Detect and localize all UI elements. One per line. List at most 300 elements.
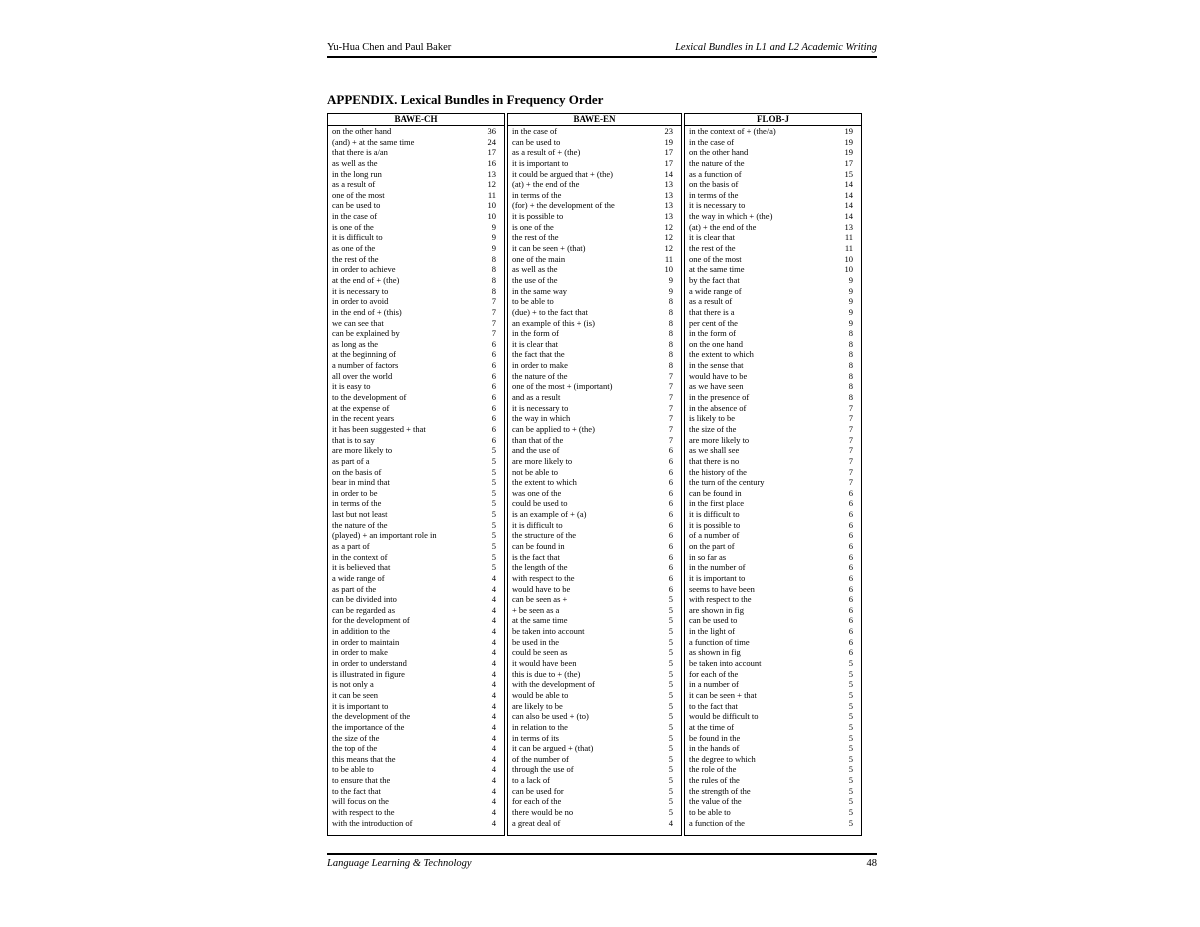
table-row	[508, 584, 681, 595]
bundle-phrase: the development of the	[332, 711, 411, 722]
table-row	[685, 296, 861, 307]
bundle-phrase: the importance of the	[332, 721, 405, 732]
bundle-frequency: 5	[668, 668, 673, 679]
table-row	[328, 626, 504, 637]
bundle-frequency: 6	[491, 370, 496, 381]
bundle-phrase: as one of the	[332, 243, 376, 254]
table-row	[328, 754, 504, 765]
bundle-phrase: in the long run	[332, 168, 382, 179]
bundle-frequency: 9	[848, 306, 853, 317]
bundle-phrase: with the development of	[512, 679, 595, 690]
bundle-phrase: in terms of the	[512, 189, 562, 200]
bundle-phrase: at the beginning of	[332, 349, 396, 360]
bundle-phrase: are more likely to	[332, 445, 393, 456]
bundle-phrase: in the case of	[332, 211, 378, 222]
bundle-frequency: 12	[664, 221, 673, 232]
table-row	[328, 456, 504, 467]
table-row	[508, 477, 681, 488]
bundle-phrase: with respect to the	[332, 807, 395, 817]
table-row	[328, 211, 504, 222]
bundle-frequency: 13	[487, 168, 496, 179]
bundle-frequency: 6	[848, 509, 853, 520]
bundle-phrase: is one of the	[332, 221, 374, 232]
bundle-frequency: 6	[668, 445, 673, 456]
table-row	[508, 200, 681, 211]
bundle-frequency: 5	[668, 594, 673, 605]
bundle-phrase: it is important to	[512, 157, 569, 168]
bundle-phrase: it can be seen	[332, 689, 379, 700]
table-row	[508, 349, 681, 360]
table-row	[685, 594, 861, 605]
bundle-frequency: 5	[848, 732, 853, 743]
bundle-phrase: at the end of + (the)	[332, 274, 400, 285]
bundle-phrase: the extent to which	[689, 349, 754, 360]
bundle-phrase: that there is no	[689, 455, 740, 466]
bundle-phrase: can be explained by	[332, 328, 400, 339]
table-row	[508, 169, 681, 180]
bundle-phrase: one of the most + (important)	[512, 381, 613, 392]
table-row	[685, 147, 861, 158]
table-row	[328, 584, 504, 595]
table-row	[685, 786, 861, 797]
table-row	[685, 552, 861, 563]
bundle-phrase: the rest of the	[689, 243, 736, 254]
bundle-frequency: 5	[668, 807, 673, 817]
bundle-frequency: 5	[668, 647, 673, 658]
bundle-phrase: be taken into account	[689, 658, 762, 669]
bundle-frequency: 5	[668, 785, 673, 796]
bundle-frequency: 14	[664, 168, 673, 179]
table-row	[685, 456, 861, 467]
bundle-phrase: it is difficult to	[689, 509, 740, 520]
corpus-column-bawe-ch	[327, 113, 505, 836]
bundle-phrase: the use of the	[512, 274, 558, 285]
table-row	[685, 190, 861, 201]
table-row	[685, 647, 861, 658]
bundle-phrase: it is easy to	[332, 381, 371, 392]
bundle-frequency: 8	[668, 306, 673, 317]
table-row	[508, 445, 681, 456]
table-row	[685, 360, 861, 371]
bundle-phrase: can be found in	[689, 487, 742, 498]
table-row	[685, 137, 861, 148]
bundle-frequency: 4	[491, 668, 496, 679]
running-footer	[327, 853, 877, 869]
bundle-phrase: this means that the	[332, 753, 396, 764]
table-row	[685, 615, 861, 626]
table-row	[685, 509, 861, 520]
table-row	[508, 381, 681, 392]
bundle-phrase: and the use of	[512, 445, 560, 456]
table-row	[508, 796, 681, 807]
table-row	[328, 413, 504, 424]
bundle-frequency: 6	[668, 477, 673, 488]
bundle-phrase: will focus on the	[332, 796, 389, 807]
table-row	[685, 349, 861, 360]
bundle-phrase: the role of the	[689, 764, 737, 775]
bundle-frequency: 4	[491, 615, 496, 626]
bundle-frequency: 4	[491, 807, 496, 817]
table-row	[685, 126, 861, 137]
bundle-frequency: 5	[668, 775, 673, 786]
bundle-frequency: 6	[848, 626, 853, 637]
table-row	[328, 520, 504, 531]
bundle-phrase: (at) + the end of the	[512, 179, 580, 190]
table-row	[685, 679, 861, 690]
table-row	[328, 573, 504, 584]
table-row	[508, 658, 681, 669]
bundle-frequency: 10	[844, 264, 853, 275]
bundle-phrase: to the development of	[332, 392, 407, 403]
bundle-phrase: a wide range of	[332, 572, 385, 583]
bundle-phrase: with respect to the	[512, 572, 575, 583]
bundle-phrase: (played) + an important role in	[332, 530, 437, 541]
bundle-frequency: 8	[491, 264, 496, 275]
bundle-phrase: the nature of the	[332, 519, 388, 530]
table-row	[685, 669, 861, 680]
bundle-phrase: with the introduction of	[332, 817, 413, 828]
bundle-frequency: 5	[491, 519, 496, 530]
bundle-phrase: in the same way	[512, 285, 567, 296]
bundle-phrase: as long as the	[332, 338, 379, 349]
table-row	[508, 594, 681, 605]
table-row	[685, 807, 861, 818]
bundle-frequency: 8	[668, 349, 673, 360]
table-row	[508, 754, 681, 765]
bundle-frequency: 7	[668, 423, 673, 434]
bundle-frequency: 10	[487, 211, 496, 222]
table-row	[508, 573, 681, 584]
table-row	[328, 179, 504, 190]
bundle-frequency: 4	[491, 594, 496, 605]
bundle-frequency: 8	[491, 253, 496, 264]
table-row	[508, 254, 681, 265]
bundle-phrase: can be used to	[689, 615, 738, 626]
table-row	[685, 328, 861, 339]
bundle-phrase: in the context of + (the/a)	[689, 126, 776, 136]
bundle-frequency: 5	[491, 551, 496, 562]
bundle-frequency: 4	[491, 785, 496, 796]
bundle-frequency: 6	[848, 647, 853, 658]
bundle-frequency: 5	[848, 689, 853, 700]
bundle-phrase: (for) + the development of the	[512, 200, 615, 211]
bundle-frequency: 11	[844, 232, 853, 243]
table-row	[685, 562, 861, 573]
bundle-frequency: 5	[848, 785, 853, 796]
bundle-phrase: the way in which + (the)	[689, 211, 773, 222]
bundle-frequency: 14	[844, 189, 853, 200]
bundle-phrase: through the use of	[512, 764, 574, 775]
table-row	[685, 764, 861, 775]
table-row	[328, 296, 504, 307]
table-row	[508, 403, 681, 414]
corpus-column-bawe-en	[507, 113, 682, 836]
bundle-frequency: 5	[491, 455, 496, 466]
bundle-phrase: a function of time	[689, 636, 750, 647]
bundle-phrase: it is possible to	[512, 211, 564, 222]
bundle-phrase: would have to be	[689, 370, 748, 381]
table-row	[508, 722, 681, 733]
bundle-phrase: (due) + to the fact that	[512, 306, 588, 317]
bundle-frequency: 5	[668, 732, 673, 743]
lexical-bundles-table	[327, 113, 862, 836]
table-row	[508, 690, 681, 701]
table-row	[328, 190, 504, 201]
bundle-frequency: 4	[491, 764, 496, 775]
bundle-frequency: 17	[844, 157, 853, 168]
bundle-phrase: can be used to	[512, 136, 561, 147]
bundle-frequency: 4	[491, 775, 496, 786]
table-row	[508, 339, 681, 350]
bundle-phrase: a great deal of	[512, 817, 561, 828]
table-row	[328, 615, 504, 626]
bundle-frequency: 4	[491, 721, 496, 732]
bundle-phrase: in the number of	[689, 562, 746, 573]
bundle-frequency: 6	[491, 434, 496, 445]
table-row	[685, 392, 861, 403]
table-row	[328, 232, 504, 243]
table-row	[328, 275, 504, 286]
bundle-frequency: 19	[844, 136, 853, 147]
table-row	[328, 339, 504, 350]
bundle-phrase: a number of factors	[332, 360, 399, 371]
bundle-phrase: in the end of + (this)	[332, 306, 402, 317]
table-row	[508, 307, 681, 318]
table-row	[328, 349, 504, 360]
table-row	[508, 552, 681, 563]
bundle-phrase: in relation to the	[512, 721, 568, 732]
bundle-phrase: can be found in	[512, 540, 565, 551]
bundle-phrase: the history of the	[689, 466, 747, 477]
table-row	[508, 264, 681, 275]
bundle-frequency: 7	[668, 434, 673, 445]
table-row	[328, 509, 504, 520]
bundle-phrase: in the context of	[332, 551, 388, 562]
bundle-phrase: on the one hand	[689, 338, 744, 349]
table-row	[508, 424, 681, 435]
table-row	[685, 403, 861, 414]
bundle-frequency: 5	[668, 658, 673, 669]
bundle-frequency: 5	[491, 487, 496, 498]
table-row	[685, 520, 861, 531]
table-row	[508, 764, 681, 775]
bundle-frequency: 4	[491, 679, 496, 690]
table-row	[328, 147, 504, 158]
table-row	[685, 243, 861, 254]
table-row	[328, 286, 504, 297]
table-row	[328, 743, 504, 754]
table-row	[328, 222, 504, 233]
bundle-phrase: the way in which	[512, 413, 571, 424]
table-row	[685, 467, 861, 478]
bundle-phrase: it can be argued + (that)	[512, 743, 594, 754]
bundle-phrase: to be able to	[332, 764, 374, 775]
bundle-phrase: can be used to	[332, 200, 381, 211]
bundle-phrase: in terms of its	[512, 732, 559, 743]
bundle-frequency: 8	[848, 349, 853, 360]
table-row	[328, 467, 504, 478]
bundle-frequency: 5	[668, 689, 673, 700]
bundle-phrase: the degree to which	[689, 753, 756, 764]
bundle-frequency: 9	[491, 243, 496, 254]
bundle-frequency: 9	[668, 274, 673, 285]
table-row	[508, 498, 681, 509]
table-row	[685, 232, 861, 243]
bundle-phrase: in the light of	[689, 626, 736, 637]
table-row	[508, 137, 681, 148]
table-row	[685, 690, 861, 701]
bundle-phrase: it could be argued that + (the)	[512, 168, 613, 179]
table-row	[508, 328, 681, 339]
bundle-phrase: on the other hand	[332, 126, 392, 136]
table-row	[328, 690, 504, 701]
table-row	[508, 211, 681, 222]
bundle-frequency: 16	[487, 157, 496, 168]
table-row	[328, 711, 504, 722]
bundle-frequency: 5	[848, 807, 853, 817]
table-row	[508, 179, 681, 190]
table-row	[508, 733, 681, 744]
table-row	[328, 498, 504, 509]
table-row	[685, 264, 861, 275]
bundle-frequency: 4	[491, 572, 496, 583]
bundle-frequency: 14	[844, 211, 853, 222]
bundle-phrase: that there is a/an	[332, 147, 388, 158]
bundle-frequency: 5	[491, 445, 496, 456]
table-row	[328, 137, 504, 148]
bundle-phrase: would have to be	[512, 583, 571, 594]
bundle-frequency: 4	[491, 636, 496, 647]
bundle-frequency: 7	[848, 455, 853, 466]
bundle-phrase: the top of the	[332, 743, 378, 754]
bundle-frequency: 8	[491, 274, 496, 285]
bundle-phrase: as shown in fig	[689, 647, 741, 658]
bundle-frequency: 7	[848, 477, 853, 488]
bundle-phrase: in the hands of	[689, 743, 740, 754]
bundle-phrase: the extent to which	[512, 477, 577, 488]
bundle-phrase: the size of the	[689, 423, 737, 434]
bundle-frequency: 9	[668, 285, 673, 296]
bundle-frequency: 5	[491, 498, 496, 509]
bundle-phrase: on the basis of	[332, 466, 382, 477]
bundle-phrase: that there is a	[689, 306, 735, 317]
table-row	[685, 158, 861, 169]
bundle-phrase: the nature of the	[689, 157, 745, 168]
table-row	[685, 605, 861, 616]
table-row	[685, 339, 861, 350]
bundle-frequency: 5	[848, 753, 853, 764]
table-row	[508, 637, 681, 648]
bundle-phrase: in terms of the	[332, 498, 382, 509]
table-row	[328, 562, 504, 573]
bundle-phrase: in order to understand	[332, 658, 407, 669]
bundle-phrase: can be divided into	[332, 594, 397, 605]
bundle-frequency: 6	[848, 572, 853, 583]
bundle-phrase: are more likely to	[512, 455, 573, 466]
bundle-frequency: 7	[848, 423, 853, 434]
table-row	[685, 413, 861, 424]
bundle-frequency: 6	[668, 583, 673, 594]
table-row	[508, 392, 681, 403]
table-row	[508, 488, 681, 499]
bundle-phrase: on the basis of	[689, 179, 739, 190]
bundle-frequency: 6	[491, 349, 496, 360]
bundle-phrase: the nature of the	[512, 370, 568, 381]
bundle-frequency: 19	[844, 147, 853, 158]
bundle-frequency: 12	[487, 179, 496, 190]
bundle-frequency: 4	[491, 743, 496, 754]
bundle-phrase: it can be seen + (that)	[512, 243, 586, 254]
bundle-phrase: in the recent years	[332, 413, 395, 424]
table-row	[685, 722, 861, 733]
bundle-frequency: 6	[668, 455, 673, 466]
table-row	[328, 669, 504, 680]
bundle-frequency: 9	[491, 221, 496, 232]
bundle-frequency: 5	[848, 721, 853, 732]
bundle-frequency: 6	[848, 551, 853, 562]
bundle-phrase: it is important to	[689, 572, 746, 583]
table-row	[508, 222, 681, 233]
bundle-phrase: it is possible to	[689, 519, 741, 530]
bundle-frequency: 17	[664, 147, 673, 158]
table-row	[328, 552, 504, 563]
table-row	[328, 733, 504, 744]
bundle-phrase: a wide range of	[689, 285, 742, 296]
bundle-phrase: is one of the	[512, 221, 554, 232]
bundle-frequency: 6	[848, 519, 853, 530]
bundle-frequency: 17	[487, 147, 496, 158]
table-row	[508, 371, 681, 382]
bundle-phrase: be taken into account	[512, 626, 585, 637]
table-row	[685, 775, 861, 786]
bundle-frequency: 5	[848, 658, 853, 669]
bundle-phrase: one of the most	[332, 189, 385, 200]
table-row	[685, 307, 861, 318]
bundle-frequency: 13	[664, 179, 673, 190]
table-row	[685, 381, 861, 392]
bundle-phrase: as a result of	[689, 296, 733, 307]
bundle-phrase: it is necessary to	[332, 285, 389, 296]
footer-journal: Language Learning & Technology	[327, 858, 472, 869]
table-row	[328, 424, 504, 435]
table-row	[685, 658, 861, 669]
bundle-frequency: 7	[491, 306, 496, 317]
bundle-frequency: 13	[664, 189, 673, 200]
bundle-phrase: for the development of	[332, 615, 410, 626]
table-row	[685, 275, 861, 286]
bundle-frequency: 6	[848, 562, 853, 573]
bundle-phrase: + be seen as a	[512, 604, 560, 615]
bundle-frequency: 4	[491, 711, 496, 722]
bundle-phrase: the strength of the	[689, 785, 751, 796]
bundle-frequency: 5	[668, 636, 673, 647]
table-row	[328, 541, 504, 552]
table-row	[685, 488, 861, 499]
table-row	[328, 126, 504, 137]
bundle-phrase: one of the most	[689, 253, 742, 264]
bundle-phrase: with respect to the	[689, 594, 752, 605]
table-row	[328, 775, 504, 786]
table-row	[328, 530, 504, 541]
bundle-phrase: in the sense that	[689, 360, 744, 371]
bundle-phrase: in order to make	[512, 360, 568, 371]
table-row	[508, 605, 681, 616]
table-row	[508, 541, 681, 552]
bundle-phrase: to be able to	[689, 807, 731, 817]
bundle-phrase: in the form of	[512, 328, 559, 339]
table-row	[685, 424, 861, 435]
bundle-phrase: the turn of the century	[689, 477, 765, 488]
